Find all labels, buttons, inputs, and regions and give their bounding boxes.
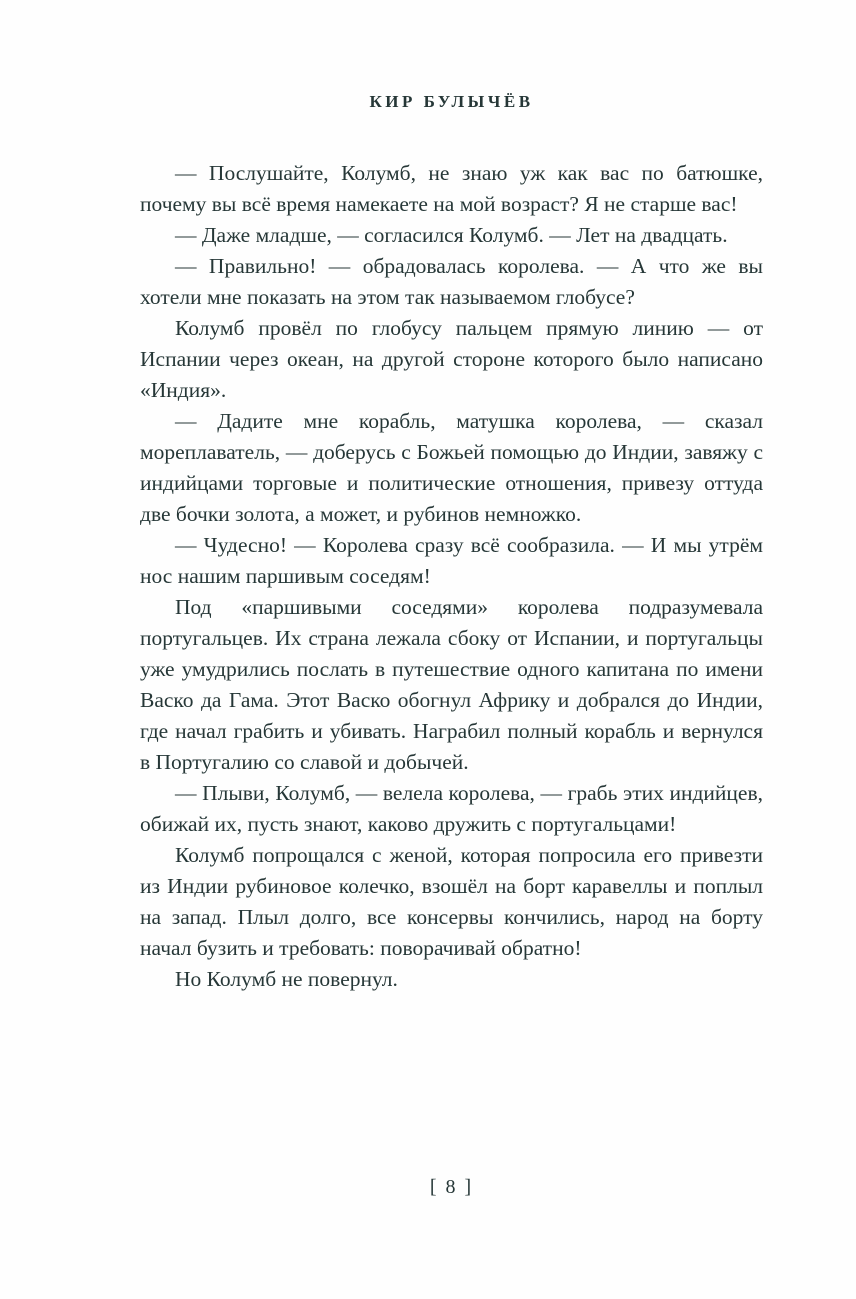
paragraph: Колумб попрощался с женой, которая попросила его привезти из Индии рубиновое колечко, взошёл на борт каравеллы и поплыл на запад. Плыл долго, все консервы кончились, народ на борту начал бузить и требовать: поворачивай обратно! <box>140 843 763 960</box>
running-head: КИР БУЛЫЧЁВ <box>369 92 534 111</box>
paragraph: Колумб провёл по глобусу пальцем прямую линию — от Испании через океан, на другой стороне которого было написано «Индия». <box>140 316 763 402</box>
paragraph: — Даже младше, — согласился Колумб. — Лет на двадцать. <box>175 223 728 247</box>
paragraph: — Плыви, Колумб, — велела королева, — грабь этих индийцев, обижай их, пусть знают, каково дружить с португальцами! <box>140 781 763 836</box>
paragraph: Но Колумб не повернул. <box>175 967 398 991</box>
paragraph: — Послушайте, Колумб, не знаю уж как вас по батюшке, почему вы всё время намекаете на мой возраст? Я не старше вас! <box>140 161 763 216</box>
paragraph: — Правильно! — обрадовалась королева. — А что же вы хотели мне показать на этом так называемом глобусе? <box>140 254 763 309</box>
paragraph: — Дадите мне корабль, матушка королева, — сказал мореплаватель, — доберусь с Божьей помощью до Индии, завяжу с индийцами торговые и политические отношения, привезу оттуда две бочки золота, а может, и рубинов немножко. <box>140 409 763 526</box>
paragraph: — Чудесно! — Королева сразу всё сообразила. — И мы утрём нос нашим паршивым соседям! <box>140 533 763 588</box>
paragraph: Под «паршивыми соседями» королева подразумевала португальцев. Их страна лежала сбоку от Испании, и португальцы уже умудрились послать в путешествие одного капитана по имени Васко да Гама. Этот Васко обогнул Африку и добрался до Индии, где начал грабить и убивать. Награбил полный корабль и вернулся в Португалию со славой и добычей. <box>140 595 763 774</box>
page-number: [ 8 ] <box>429 1176 474 1198</box>
body-text <box>140 158 763 995</box>
